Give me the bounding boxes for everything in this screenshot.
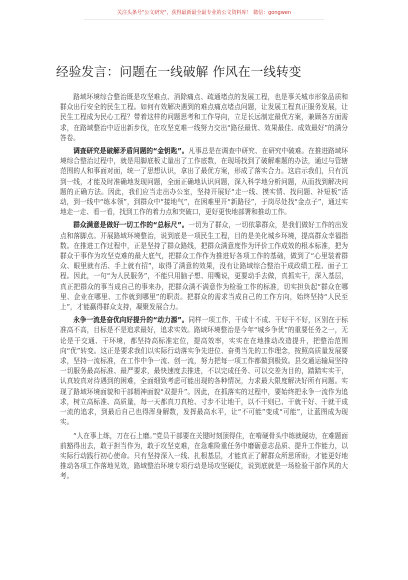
- paragraph-text: 路域环境综合整治既是攻坚难点、消除痛点、疏通堵点的发展工程，也是事关城市形象品质和群众出行安全的民生工程。如何有效解决遇到的难点痛点堵点问题，让发展工程真正服务发展，让民生工程成为民心工程？带着这样的问题思考和工作导向，立足长远制定最优方案，兼顾各方面需求，在路域整治中迈出新步伐，在攻坚克难一线努力交出“路径最优、效果最佳、成效最好”的满分答卷。: [60, 93, 348, 142]
- paragraph-lead: 调查研究是破解矛盾问题的“金钥匙”。: [73, 147, 189, 156]
- paragraph-text: 凡事总是在调查中研究、在研究中破难。在推进路域环境综合整治过程中，就是用脚底板丈量出了工作底数，在现场找到了破解难题的办法，通过与管辖范围的人和事面对面，统一了思想认识，拿出了最优方案，形成了落实合力。这启示我们，只有沉到一线，才能及时准确地发现问题，全面正确地认识问题，深入科学地分析问题，从而找到解决问题的正确方法。因此，我们应当走出办公室，坚持开展好“走一线、摸实情、找问题、补短板”活动，到一线中“练本领”，到群众中“接地气”，在困难里开“新路径”，于岗尽处找“金点子”，通过实地走一走、看一看，找到工作的着力点和突破口，更好更快地部署和推动工作。: [60, 147, 348, 217]
- paragraph-text: “人在事上练，刀在石上磨。”党员干部要在关键时刻顶得住，在啃硬骨头中练就硬功，在难题面前豁得出去，敢于担当作为，敢于攻坚克难，在急难险重任务中磨砺意志品质、提升工作能力，以实际行动践行初心使命。只有坚持深入一线、扎根基层，才能真正了解群众所思所盼，才能更好地推动各项工作落地见效，路域整治环境专项行动是场攻坚硬仗，说到底就是一场检验干部作风的大考。: [60, 431, 348, 481]
- article-body: [60, 92, 348, 485]
- paragraph: [60, 431, 348, 482]
- paragraph: [60, 146, 348, 217]
- paragraph-text: 一切为了群众，一切依靠群众，是我们做好工作的出发点和落脚点。开展路域环境整治，说到底是一项民生工程，目的是美化城乡环境，提高群众幸福指数。在推进工作过程中，正是坚持了群众路线，把群众满意度作为评价工作成效的根本标准，把为群众干事作为攻坚克难的最大底气，把群众工作作为推进好各项工作的基础，做到了“心里装着群众、眼里就有活、手上就有招”，取得了满意的效果，没有让路域综合整治干成政绩工程、面子工程。因此，一句“为人民服务”，不能只用脑子想、用嘴说，更要动手去做，真抓实干，深入基层，真正把群众的事当成自己的事来办，把群众满不满意作为检验工作的标准，切实担负起“群众在哪里、企业在哪里、工作就到哪里”的职责。把群众的需求当成自己的工作方向，始终坚持“人民至上”，才能赢得群众支持，凝聚发展合力。: [60, 221, 348, 312]
- page-title: 经验发言：问题在一线破解 作风在一线转变: [56, 64, 302, 79]
- header-banner: 关注头条号"公文研究"，获得最新最全最专业的公文资料库！ 微信：gongwen: [84, 8, 324, 20]
- paragraph: [60, 220, 348, 312]
- paragraph: [60, 315, 348, 427]
- paragraph: [60, 92, 348, 143]
- paragraph-lead: 群众满意是做好一切工作的“总标尺”。: [73, 221, 189, 230]
- paragraph-text: 同样一项工作，干成十不成、干好干不好，区别在于标准高不高，目标是不是追求最好，追求实效。路域环境整治是今年“城乡争优”的重要任务之一，无论是干交通、干环境，都坚持高标准定位，提高效率，实实在在地推动改造提升，把整治范围向“优”转变。这正是要求我们以实际行动落实争先进位、奋勇当先的工作理念，按照高质量发展要求，坚持一流标准，在工作中争一流、创一流，努力把每一项工作都做到极致。县交通运输局坚持一切服务最高标准、最严要求，最快速度去推进，不以完成任务、可以交差为目的，踏踏实实干，认真较真对待遇到的困难，全面细致考虑可能出现的各种情况，力求最大限度解决好所有问题。实现了路域环境面貌和干部精神面貌“双提升”。因此，在抓落实的过程中，要始终把永争一流作为追求，树立高标准、高质量，每一天都真刀真枪、寸步不让地干，以不干则已、干就干好、干就干成一流的追求，到最后自己也得浑身解数，发挥最高水平，让“不可能”变成“可能”，让蓝图成为现实。: [60, 316, 348, 427]
- paragraph-lead: 永争一流是奋优向好提升的“动力源”。: [73, 316, 189, 325]
